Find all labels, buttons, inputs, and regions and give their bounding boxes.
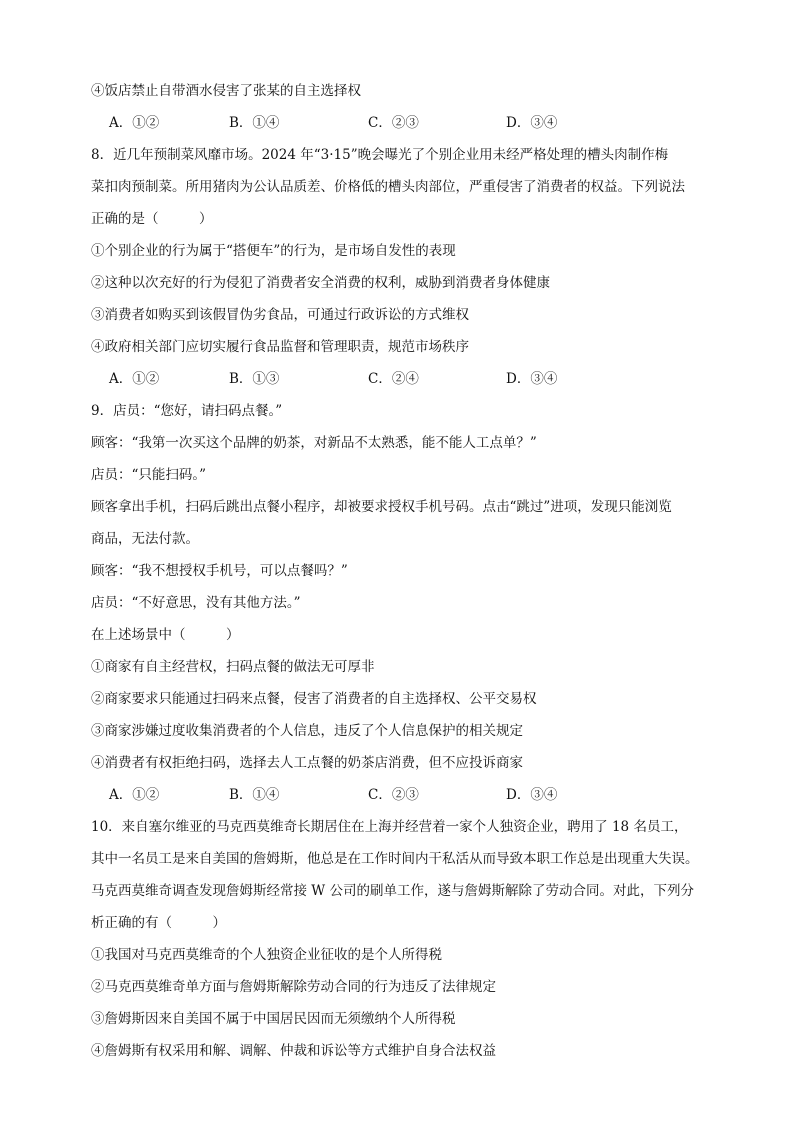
q9-dialogue-line-4: 顾客：“我不想授权手机号，可以点餐吗？” — [91, 563, 348, 579]
q7-option-b: B．①④ — [229, 115, 280, 131]
q7-option-a: A．①② — [109, 115, 160, 131]
q8-stem-line-1: 8．近几年预制菜风靡市场。2024 年“3·15”晚会曝光了个别企业用未经严格处理的槽头肉制作梅 — [91, 147, 669, 163]
q9-option-d: D．③④ — [506, 787, 558, 803]
q10-stem-line-3: 马克西莫维奇调查发现詹姆斯经常接 W 公司的刷单工作，遂与詹姆斯解除了劳动合同。对此，下列分 — [91, 883, 694, 899]
q9-option-c: C．②③ — [368, 787, 419, 803]
q9-option-b: B．①④ — [229, 787, 280, 803]
q8-option-c: C．②④ — [368, 371, 419, 387]
q9-dialogue-line-3: 店员：“只能扫码。” — [91, 467, 207, 483]
q8-statement-3: ③消费者如购买到该假冒伪劣食品，可通过行政诉讼的方式维权 — [91, 307, 469, 323]
q8-stem-line-3: 正确的是（ ） — [91, 211, 213, 227]
q8-stem-line-2: 菜扣肉预制菜。所用猪肉为公认品质差、价格低的槽头肉部位，严重侵害了消费者的权益。下列说法 — [91, 179, 685, 195]
q9-narration-line-1: 顾客拿出手机，扫码后跳出点餐小程序，却被要求授权手机号码。点击“跳过”进项，发现只能浏览 — [91, 499, 672, 515]
q9-statement-1: ①商家有自主经营权，扫码点餐的做法无可厚非 — [91, 659, 375, 675]
q8-option-b: B．①③ — [229, 371, 280, 387]
q7-statement-4: ④饭店禁止自带酒水侵害了张某的自主选择权 — [91, 83, 361, 99]
q10-statement-3: ③詹姆斯因来自美国不属于中国居民因而无须缴纳个人所得税 — [91, 1011, 456, 1027]
q8-statement-4: ④政府相关部门应切实履行食品监督和管理职责，规范市场秩序 — [91, 339, 469, 355]
q10-stem-line-2: 其中一名员工是来自美国的詹姆斯，他总是在工作时间内干私活从而导致本职工作总是出现重大失误。 — [91, 851, 699, 867]
q10-stem-line-1: 10．来自塞尔维亚的马克西莫维奇长期居住在上海并经营着一家个人独资企业，聘用了 18 名员工， — [91, 819, 688, 835]
q7-option-d: D．③④ — [506, 115, 558, 131]
q9-narration-line-2: 商品，无法付款。 — [91, 531, 199, 547]
q8-option-d: D．③④ — [506, 371, 558, 387]
q7-option-c: C．②③ — [368, 115, 419, 131]
q8-statement-2: ②这种以次充好的行为侵犯了消费者安全消费的权利，威胁到消费者身体健康 — [91, 275, 550, 291]
q10-statement-4: ④詹姆斯有权采用和解、调解、仲裁和诉讼等方式维护自身合法权益 — [91, 1043, 496, 1059]
q9-dialogue-line-2: 顾客：“我第一次买这个品牌的奶茶，对新品不太熟悉，能不能人工点单？” — [91, 435, 537, 451]
q9-statement-4: ④消费者有权拒绝扫码，选择去人工点餐的奶茶店消费，但不应投诉商家 — [91, 755, 523, 771]
q9-dialogue-line-5: 店员：“不好意思，没有其他方法。” — [91, 595, 301, 611]
q9-statement-3: ③商家涉嫌过度收集消费者的个人信息，违反了个人信息保护的相关规定 — [91, 723, 523, 739]
q9-option-a: A．①② — [109, 787, 160, 803]
q9-dialogue-line-1: 9．店员：“您好，请扫码点餐。” — [91, 403, 283, 419]
q8-statement-1: ①个别企业的行为属于“搭便车”的行为，是市场自发性的表现 — [91, 243, 456, 259]
q9-question-line: 在上述场景中（ ） — [91, 627, 240, 643]
q10-statement-1: ①我国对马克西莫维奇的个人独资企业征收的是个人所得税 — [91, 947, 442, 963]
q10-statement-2: ②马克西莫维奇单方面与詹姆斯解除劳动合同的行为违反了法律规定 — [91, 979, 496, 995]
q8-option-a: A．①② — [109, 371, 160, 387]
q9-statement-2: ②商家要求只能通过扫码来点餐，侵害了消费者的自主选择权、公平交易权 — [91, 691, 537, 707]
q10-stem-line-4: 析正确的有（ ） — [91, 915, 226, 931]
